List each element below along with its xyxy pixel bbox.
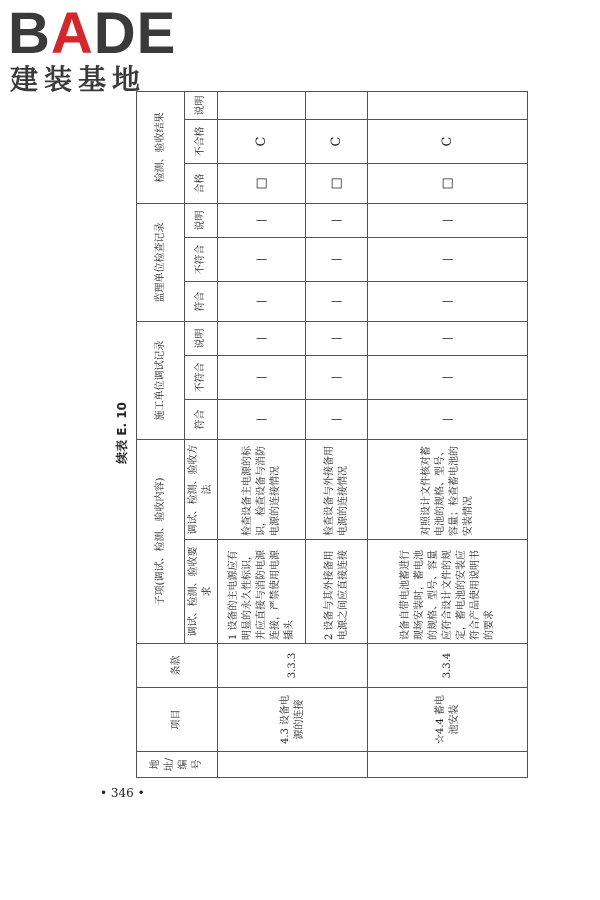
- logo-wordmark: BADE: [8, 1, 177, 66]
- header-r-nok: 不合格: [185, 120, 218, 164]
- s-note-cell: |: [306, 204, 368, 238]
- result-ok-checkbox: □: [306, 164, 368, 204]
- row-method-cell: 检查设备主电源的标识，检查设备与消防电源的连接情况: [218, 440, 306, 540]
- result-nok-mark: C: [368, 120, 528, 164]
- row-item-cell: ☆4.4 蓄电池安装: [368, 688, 528, 752]
- row-requirement-cell: 设备自带电池蓄进行现场安装时，蓄电池的规格、型号、容量应符合设计文件的规定，蓄电池的安装应符合产品使用说明书的要求: [368, 540, 528, 644]
- header-requirement: 调试、检测、验收要求: [185, 540, 218, 644]
- header-r-note: 说明: [185, 91, 218, 119]
- row-item-cell: 4.3 设备电源的连接: [218, 688, 368, 752]
- header-method: 调试、检测、验收方法: [185, 440, 218, 540]
- c-nok-cell: |: [218, 356, 306, 400]
- header-construction: 施工单位调试记录: [137, 322, 185, 440]
- result-nok-mark: C: [218, 120, 306, 164]
- header-row-1: [137, 91, 185, 777]
- row-code-cell: [368, 752, 528, 778]
- c-nok-cell: |: [368, 356, 528, 400]
- bade-logo: [8, 1, 178, 96]
- row-method-cell: 检查设备与外接备用电源的连接情况: [306, 440, 368, 540]
- result-note-cell: [218, 91, 306, 119]
- header-c-note: 说明: [185, 322, 218, 356]
- row-clause-cell: 3.3.4: [368, 644, 528, 688]
- header-s-nok: 不符合: [185, 238, 218, 282]
- s-ok-cell: |: [306, 282, 368, 322]
- s-ok-cell: |: [218, 282, 306, 322]
- inspection-table: [136, 91, 528, 778]
- result-note-cell: [306, 91, 368, 119]
- s-nok-cell: |: [306, 238, 368, 282]
- row-clause-cell: 3.3.3: [218, 644, 368, 688]
- s-nok-cell: |: [368, 238, 528, 282]
- logo-subtitle: 建装基地: [10, 63, 147, 96]
- header-clause: 条款: [137, 644, 218, 688]
- header-result: 检测、验收结果: [137, 91, 185, 203]
- c-note-cell: |: [218, 322, 306, 356]
- table-row: [218, 91, 306, 777]
- rotated-table-page: [112, 88, 517, 778]
- header-r-ok: 合格: [185, 164, 218, 204]
- c-note-cell: |: [306, 322, 368, 356]
- c-ok-cell: |: [368, 400, 528, 440]
- table-row: [368, 91, 528, 777]
- c-note-cell: |: [368, 322, 528, 356]
- page-number: • 346 •: [100, 786, 145, 800]
- header-s-note: 说明: [185, 204, 218, 238]
- s-ok-cell: |: [368, 282, 528, 322]
- s-note-cell: |: [218, 204, 306, 238]
- header-subitem: 子项(调试、检测、验收内容): [137, 440, 185, 644]
- result-nok-mark: C: [306, 120, 368, 164]
- header-c-ok: 符合: [185, 400, 218, 440]
- header-s-ok: 符合: [185, 282, 218, 322]
- result-ok-checkbox: □: [218, 164, 306, 204]
- s-nok-cell: |: [218, 238, 306, 282]
- row-method-cell: 对照设计文件核对蓄电池的规格、型号、容量；检查蓄电池的安装情况: [368, 440, 528, 540]
- s-note-cell: |: [368, 204, 528, 238]
- c-ok-cell: |: [218, 400, 306, 440]
- header-c-nok: 不符合: [185, 356, 218, 400]
- result-ok-checkbox: □: [368, 164, 528, 204]
- row-code-cell: [218, 752, 368, 778]
- c-nok-cell: |: [306, 356, 368, 400]
- row-requirement-cell: 2 设备与其外接备用电源之间应直接连接: [306, 540, 368, 644]
- result-note-cell: [368, 91, 528, 119]
- row-requirement-cell: 1 设备的主电源应有明显的永久性标识，并应直接与消防电源连接，严禁使用电源插头: [218, 540, 306, 644]
- header-code: 地址/编号: [137, 752, 218, 778]
- header-supervision: 监理单位检查记录: [137, 204, 185, 322]
- c-ok-cell: |: [306, 400, 368, 440]
- header-item: 项目: [137, 688, 218, 752]
- table-caption: 续表 E. 10: [115, 402, 129, 464]
